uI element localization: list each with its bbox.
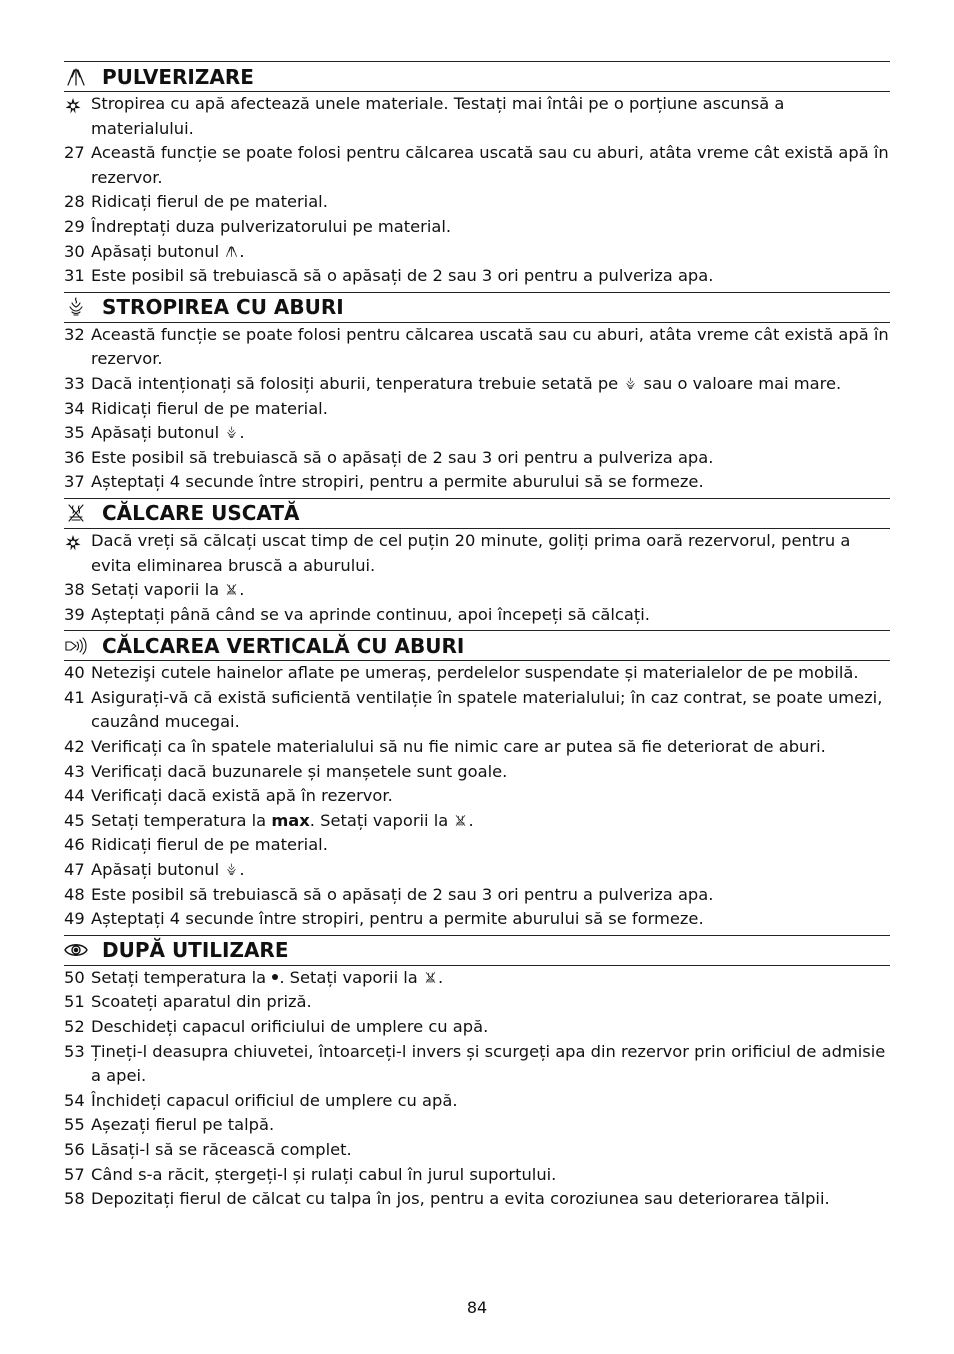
step-number: 42 bbox=[64, 737, 85, 757]
temperature-dot-icon bbox=[272, 974, 278, 980]
step-text: Stropirea cu apă afectează unele materiale. Testați mai întâi pe o porțiune ascunsă a materialului. bbox=[91, 94, 785, 138]
steam-off-icon bbox=[224, 581, 239, 598]
instruction-list bbox=[64, 323, 890, 495]
step-number: 49 bbox=[64, 909, 85, 929]
list-item bbox=[64, 215, 890, 240]
step-text: Este posibil să trebuiască să o apăsați de 2 sau 3 ori pentru a pulveriza apa. bbox=[91, 447, 714, 467]
list-item bbox=[64, 966, 890, 991]
list-item bbox=[64, 240, 890, 265]
step-text: Această funcție se poate folosi pentru călcarea uscată sau cu aburi, atâta vreme cât există apă în rezervor. bbox=[91, 143, 889, 187]
step-text: . bbox=[437, 967, 444, 987]
step-text: Țineți-l deasupra chiuvetei, întoarceți-l invers și scurgeți apa din rezervor prin orificiul de admisie a apei. bbox=[91, 1041, 886, 1086]
list-item bbox=[64, 446, 890, 471]
step-text: Scoateți aparatul din priză. bbox=[91, 992, 312, 1012]
step-number: 57 bbox=[64, 1164, 85, 1184]
step-number: 36 bbox=[64, 447, 85, 467]
step-text: Verificați ca în spatele materialului să nu fie nimic care ar putea să fie deteriorat de aburi. bbox=[91, 737, 826, 757]
list-item bbox=[64, 372, 890, 397]
step-text: Această funcție se poate folosi pentru călcarea uscată sau cu aburi, atâta vreme cât există apă în rezervor. bbox=[91, 324, 889, 369]
step-text: Așezați fierul pe talpă. bbox=[91, 1115, 275, 1135]
step-text: Setați temperatura la bbox=[91, 967, 272, 987]
step-number: 55 bbox=[64, 1115, 85, 1135]
step-number: 33 bbox=[64, 373, 85, 393]
list-item bbox=[64, 907, 890, 932]
instructions-page bbox=[64, 61, 890, 1212]
step-text: Ridicați fierul de pe material. bbox=[91, 398, 328, 418]
step-number: 53 bbox=[64, 1041, 85, 1061]
list-item bbox=[64, 661, 890, 686]
step-text: Depozitați fierul de călcat cu talpa în jos, pentru a evita coroziunea sau deteriorarea tălpii. bbox=[91, 1189, 830, 1209]
list-item bbox=[64, 578, 890, 603]
step-text: Dacă intenționați să folosiți aburii, tenperatura trebuie setată pe bbox=[91, 373, 624, 393]
step-number: 29 bbox=[64, 216, 85, 236]
step-text: Apăsați butonul bbox=[91, 241, 225, 261]
steam-off-icon bbox=[453, 812, 468, 829]
step-number: 34 bbox=[64, 398, 85, 418]
step-number: 39 bbox=[64, 604, 85, 624]
step-text: Setați temperatura la bbox=[91, 810, 272, 830]
section-title: CĂLCAREA VERTICALĂ CU ABURI bbox=[102, 633, 465, 658]
step-text: . bbox=[239, 423, 245, 443]
instruction-list bbox=[64, 92, 890, 289]
list-item bbox=[64, 686, 890, 735]
bold-value: max bbox=[271, 810, 310, 830]
list-item bbox=[64, 809, 890, 834]
step-text: . bbox=[468, 810, 474, 830]
list-item bbox=[64, 735, 890, 760]
list-item bbox=[64, 784, 890, 809]
step-text: Este posibil să trebuiască să o apăsați de 2 sau 3 ori pentru a pulveriza apa. bbox=[91, 884, 714, 904]
step-number: 41 bbox=[64, 687, 85, 707]
step-number: 48 bbox=[64, 884, 85, 904]
section-heading bbox=[64, 292, 890, 323]
list-item bbox=[64, 141, 890, 190]
step-number: 56 bbox=[64, 1139, 85, 1159]
section-heading bbox=[64, 935, 890, 966]
step-number: 31 bbox=[64, 266, 85, 286]
instruction-list bbox=[64, 661, 890, 932]
list-item bbox=[64, 858, 890, 883]
list-item bbox=[64, 883, 890, 908]
step-number: 28 bbox=[64, 192, 85, 212]
step-number: 32 bbox=[64, 324, 85, 344]
step-text: Verificați dacă buzunarele și manșetele sunt goale. bbox=[91, 761, 508, 781]
step-number: 58 bbox=[64, 1189, 85, 1209]
step-text: Așteptați 4 secunde între stropiri, pentru a permite aburului să se formeze. bbox=[91, 472, 704, 492]
step-number: 50 bbox=[64, 967, 85, 987]
spray-icon bbox=[64, 66, 92, 88]
step-number: 44 bbox=[64, 786, 85, 806]
step-text: . Setați vaporii la bbox=[279, 967, 423, 987]
step-text: . bbox=[239, 860, 245, 880]
step-number: 52 bbox=[64, 1017, 85, 1036]
section-heading bbox=[64, 61, 890, 92]
step-number: 47 bbox=[64, 860, 85, 880]
list-item bbox=[64, 92, 890, 141]
step-number: 27 bbox=[64, 143, 85, 163]
step-text: Asigurați-vă că există suficientă ventilație în spatele materialului; în caz contrat, se poate umezi, cauzând mucegai. bbox=[91, 687, 883, 732]
list-item bbox=[64, 1113, 890, 1138]
list-item bbox=[64, 1187, 890, 1212]
step-text: . bbox=[239, 241, 245, 261]
step-number: 54 bbox=[64, 1090, 85, 1110]
step-text: Dacă vreți să călcați uscat timp de cel puțin 20 minute, goliți prima oară rezervorul, pentru a evita eliminarea bruscă a aburului. bbox=[91, 530, 851, 575]
section-title: CĂLCARE USCATĂ bbox=[102, 501, 300, 526]
page-number: 84 bbox=[466, 1298, 488, 1317]
steam-shot-icon bbox=[623, 375, 638, 392]
steam-shot-icon bbox=[64, 296, 92, 318]
list-item bbox=[64, 397, 890, 422]
step-text: sau o valoare mai mare. bbox=[638, 373, 842, 393]
instruction-list bbox=[64, 529, 890, 627]
list-item bbox=[64, 264, 890, 289]
section-heading bbox=[64, 498, 890, 529]
steam-off-icon bbox=[423, 969, 438, 986]
step-text: Apăsați butonul bbox=[91, 860, 225, 880]
step-text: Ridicați fierul de pe material. bbox=[91, 192, 328, 212]
step-text: . bbox=[239, 580, 245, 600]
step-text: Setați vaporii la bbox=[91, 580, 225, 600]
step-text: Așteptați 4 secunde între stropiri, pentru a permite aburului să se formeze. bbox=[91, 909, 704, 929]
steam-shot-icon bbox=[224, 424, 239, 441]
step-number: 35 bbox=[64, 423, 85, 443]
step-text: Netezişi cutele hainelor aflate pe umeraș, perdelelor suspendate și materialelor de pe mobilă. bbox=[91, 663, 859, 683]
step-text: Închideți capacul orificiul de umplere cu apă. bbox=[91, 1090, 458, 1110]
step-number: 43 bbox=[64, 761, 85, 781]
section-title: PULVERIZARE bbox=[102, 64, 254, 89]
list-item bbox=[64, 1089, 890, 1114]
list-item bbox=[64, 529, 890, 578]
step-text: . Setați vaporii la bbox=[309, 810, 454, 830]
step-number: 46 bbox=[64, 835, 85, 855]
list-item bbox=[64, 990, 890, 1015]
section-title: STROPIREA CU ABURI bbox=[102, 295, 344, 320]
step-number: 51 bbox=[64, 992, 85, 1012]
instruction-list bbox=[64, 966, 890, 1212]
list-item bbox=[64, 603, 890, 628]
step-text: Când s-a răcit, ștergeți-l și rulați cabul în jurul suportului. bbox=[91, 1164, 557, 1184]
steam-off-icon bbox=[64, 502, 92, 524]
step-number: 30 bbox=[64, 241, 85, 261]
section-title: DUPĂ UTILIZARE bbox=[102, 938, 289, 963]
list-item bbox=[64, 421, 890, 446]
list-item bbox=[64, 760, 890, 785]
list-item bbox=[64, 323, 890, 372]
list-item bbox=[64, 1040, 890, 1089]
list-item bbox=[64, 470, 890, 495]
list-item bbox=[64, 1015, 890, 1040]
step-number: 38 bbox=[64, 580, 85, 600]
step-text: Lăsați-l să se răcească complet. bbox=[91, 1139, 352, 1159]
list-item bbox=[64, 190, 890, 215]
steam-shot-icon bbox=[224, 861, 239, 878]
step-text: Apăsați butonul bbox=[91, 423, 225, 443]
step-number: 45 bbox=[64, 810, 85, 830]
vertical-steam-icon bbox=[64, 635, 92, 657]
step-text: Verificați dacă există apă în rezervor. bbox=[91, 786, 393, 806]
step-number: 40 bbox=[64, 663, 85, 683]
spray-icon bbox=[224, 243, 239, 260]
warning-icon bbox=[65, 534, 81, 550]
step-number: 37 bbox=[64, 472, 85, 492]
list-item bbox=[64, 1163, 890, 1188]
eye-icon bbox=[64, 939, 92, 961]
step-text: Ridicați fierul de pe material. bbox=[91, 835, 328, 855]
section-heading bbox=[64, 630, 890, 661]
warning-icon bbox=[65, 97, 81, 113]
step-text: Deschideți capacul orificiului de umplere cu apă. bbox=[91, 1017, 489, 1036]
step-text: Este posibil să trebuiască să o apăsați de 2 sau 3 ori pentru a pulveriza apa. bbox=[91, 266, 714, 286]
list-item bbox=[64, 1138, 890, 1163]
step-text: Așteptați până când se va aprinde continuu, apoi începeți să călcați. bbox=[91, 604, 650, 624]
step-text: Îndreptați duza pulverizatorului pe material. bbox=[91, 216, 452, 236]
list-item bbox=[64, 833, 890, 858]
